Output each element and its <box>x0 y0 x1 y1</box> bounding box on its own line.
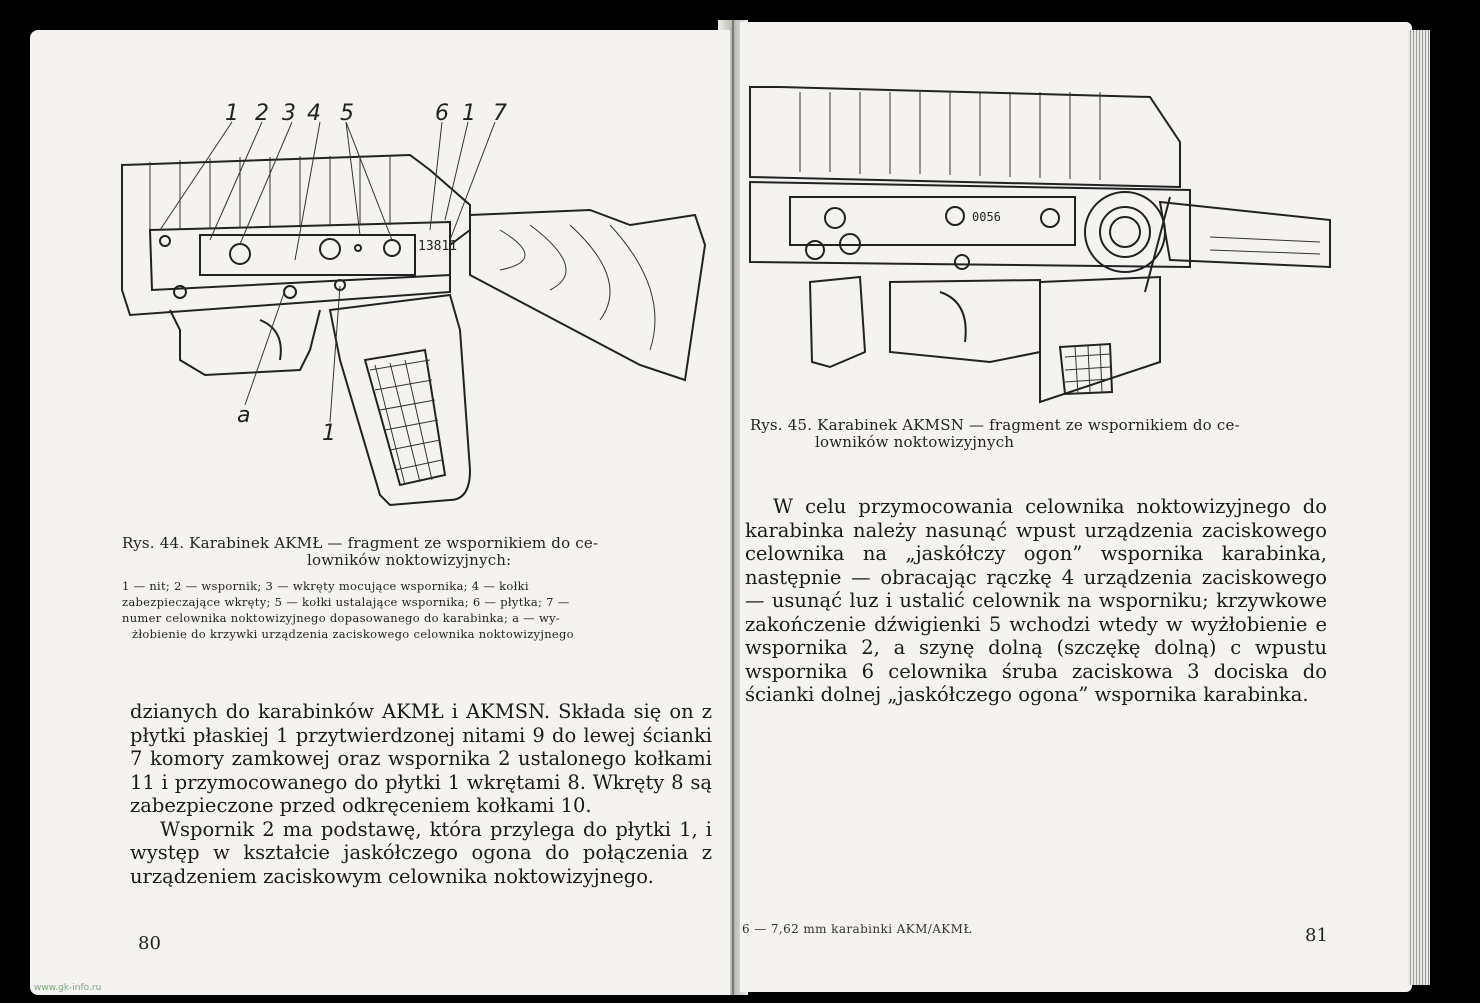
callout-6: 6 <box>435 101 449 126</box>
figure-45-serial: 0056 <box>972 210 1001 224</box>
paragraph: dzianych do karabinków AKMŁ i AKMSN. Składa się on z płytki płaskiej 1 przytwierdzonej nitami 9 do lewej ścianki 7 komory zamkowej oraz wspornika 2 ustalonego kołkami 11 i przymocowanego do płytki 1 wkrętami 8. Wkręty 8 są zabezpieczone przed odkręceniem kołkami 10. <box>130 700 712 817</box>
caption-45-line-1: Rys. 45. Karabinek AKMSN — fragment ze wspornikiem do ce- <box>750 416 1240 434</box>
right-page <box>740 22 1412 992</box>
page-footer: 6 — 7,62 mm karabinki AKM/AKMŁ <box>742 922 972 936</box>
callout-a: a <box>237 403 251 428</box>
legend-line: żłobienie do krzywki urządzenia zaciskowego celownika noktowizyjnego <box>132 627 574 641</box>
paragraph: Wspornik 2 ma podstawę, która przylega do płytki 1, i występ w kształcie jaskółczego ogona do połączenia z urządzeniem zaciskowym celownika noktowizyjnego. <box>130 817 712 888</box>
callout-5: 5 <box>340 101 354 126</box>
left-page <box>30 30 730 995</box>
page-edges <box>1408 30 1430 985</box>
callout-7: 7 <box>493 101 507 126</box>
callout-3: 3 <box>282 101 296 126</box>
watermark: www.gk-info.ru <box>34 983 102 993</box>
caption-44-line-1: Rys. 44. Karabinek AKMŁ — fragment ze wspornikiem do ce- <box>122 534 599 552</box>
callout-1c: 1 <box>322 421 336 446</box>
callout-1: 1 <box>225 101 239 126</box>
callout-4: 4 <box>307 101 321 126</box>
callout-2: 2 <box>255 101 269 126</box>
right-body-text <box>745 495 1327 707</box>
figure-45-rifle-drawing <box>740 22 1412 412</box>
legend-line: numer celownika noktowizyjnego dopasowanego do karabinka; a — wy- <box>122 611 561 625</box>
figure-44-caption <box>122 535 712 569</box>
figure-44-serial: 13811 <box>418 239 458 254</box>
paragraph: W celu przymocowania celownika noktowizyjnego do karabinka należy nasunąć wpust urządzenia zaciskowego celownika na „jaskółczy ogon” wspornika karabinka, następnie — obracając rączkę 4 urządzenia zaciskowego — usunąć luz i ustalić celownik na wsporniku; krzywkowe zakończenie dźwigienki 5 wchodzi wtedy w wyżłobienie e wspornika 2, a szynę dolną (szczękę dolną) c wpustu wspornika 6 celownika śruba zaciskowa 3 dociska do ścianki dolnej „jaskółczego ogona” wspornika karabinka. <box>745 495 1327 706</box>
legend-line: zabezpieczające wkręty; 5 — kołki ustalające wspornika; 6 — płytka; 7 — <box>122 595 570 609</box>
figure-45-caption <box>750 417 1330 451</box>
callout-1b: 1 <box>462 101 476 126</box>
caption-45-line-2: lowników noktowizyjnych <box>815 433 1015 451</box>
left-body-text <box>130 700 712 888</box>
page-number-left: 80 <box>138 933 161 954</box>
caption-44-line-2: lowników noktowizyjnych: <box>307 551 512 569</box>
page-number-right: 81 <box>1305 925 1328 946</box>
figure-44-rifle-drawing <box>30 30 730 530</box>
legend-line: 1 — nit; 2 — wspornik; 3 — wkręty mocujące wspornika; 4 — kołki <box>122 579 529 593</box>
figure-44-legend <box>122 578 712 642</box>
